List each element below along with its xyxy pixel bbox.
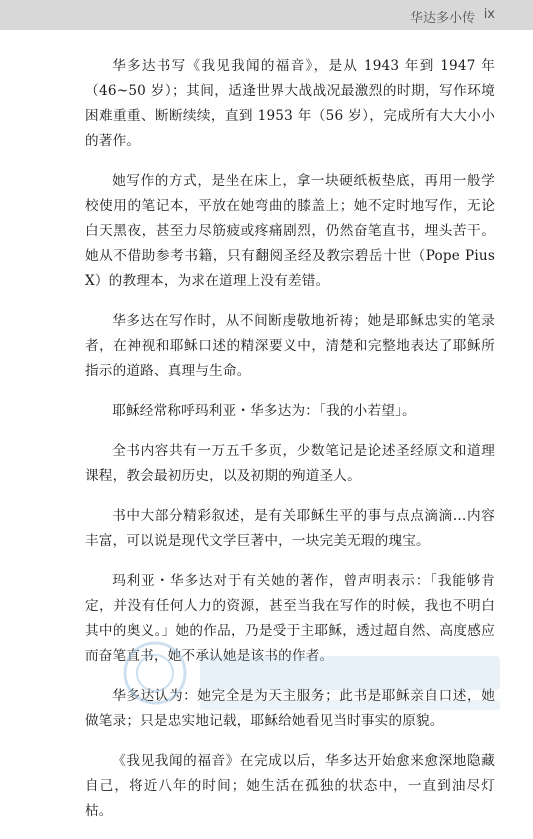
- paragraph-8: 华多达认为：她完全是为天主服务；此书是耶稣亲自口述，她做笔录；只是忠实地记载，耶稣给她看见当时事实的原貌。: [85, 688, 495, 729]
- paragraph-3: 华多达在写作时，从不间断虔敬地祈祷；她是耶稣忠实的笔录者，在神视和耶稣口述的精深要义中，清楚和完整地表达了耶稣所指示的道路、真理与生命。: [85, 313, 495, 379]
- page-number: ix: [483, 7, 495, 22]
- paragraph-7: 玛利亚・华多达对于有关她的著作，曾声明表示：「我能够肯定，并没有任何人力的资源，甚至当我在写作的时候，我也不明白其中的奥义。」她的作品，乃是受于主耶稣，透过超自然、高度感应而奋笔直书，她不承认她是该书的作者。: [85, 573, 495, 664]
- page-header: [0, 0, 533, 30]
- paragraph-9: 《我见我闻的福音》在完成以后，华多达开始愈来愈深地隐藏自己，将近八年的时间；她生活在孤独的状态中，一直到油尽灯枯。: [85, 753, 495, 819]
- paragraph-2: 她写作的方式，是坐在床上，拿一块硬纸板垫底，再用一般学校使用的笔记本，平放在她弯曲的膝盖上；她不定时地写作，无论白天黑夜，甚至力尽筋疲或疼痛剧烈，仍然奋笔直书，埋头苦干。她从不借助参考书籍，只有翻阅圣经及教宗碧岳十世（Pope Pius X）的教理本，为求在道理上没有差错。: [85, 173, 495, 289]
- running-title: 华达多小传: [409, 11, 475, 26]
- paragraph-4: 耶稣经常称呼玛利亚・华多达为：「我的小若望」。: [112, 403, 416, 419]
- paragraph-6: 书中大部分精彩叙述，是有关耶稣生平的事与点点滴滴…内容丰富，可以说是现代文学巨著中，一块完美无瑕的瑰宝。: [85, 508, 495, 549]
- paragraph-5: 全书内容共有一万五千多页，少数笔记是论述圣经原文和道理课程，教会最初历史，以及初期的殉道圣人。: [85, 443, 495, 484]
- paragraph-1: 华多达书写《我见我闻的福音》，是从 1943 年到 1947 年（46~50 岁）；其间，适逢世界大战战况最激烈的时期，写作环境困难重重、断断续续，直到 1953 年（56 岁），完成所有大大小小的著作。: [85, 58, 495, 149]
- page-body: [85, 54, 495, 839]
